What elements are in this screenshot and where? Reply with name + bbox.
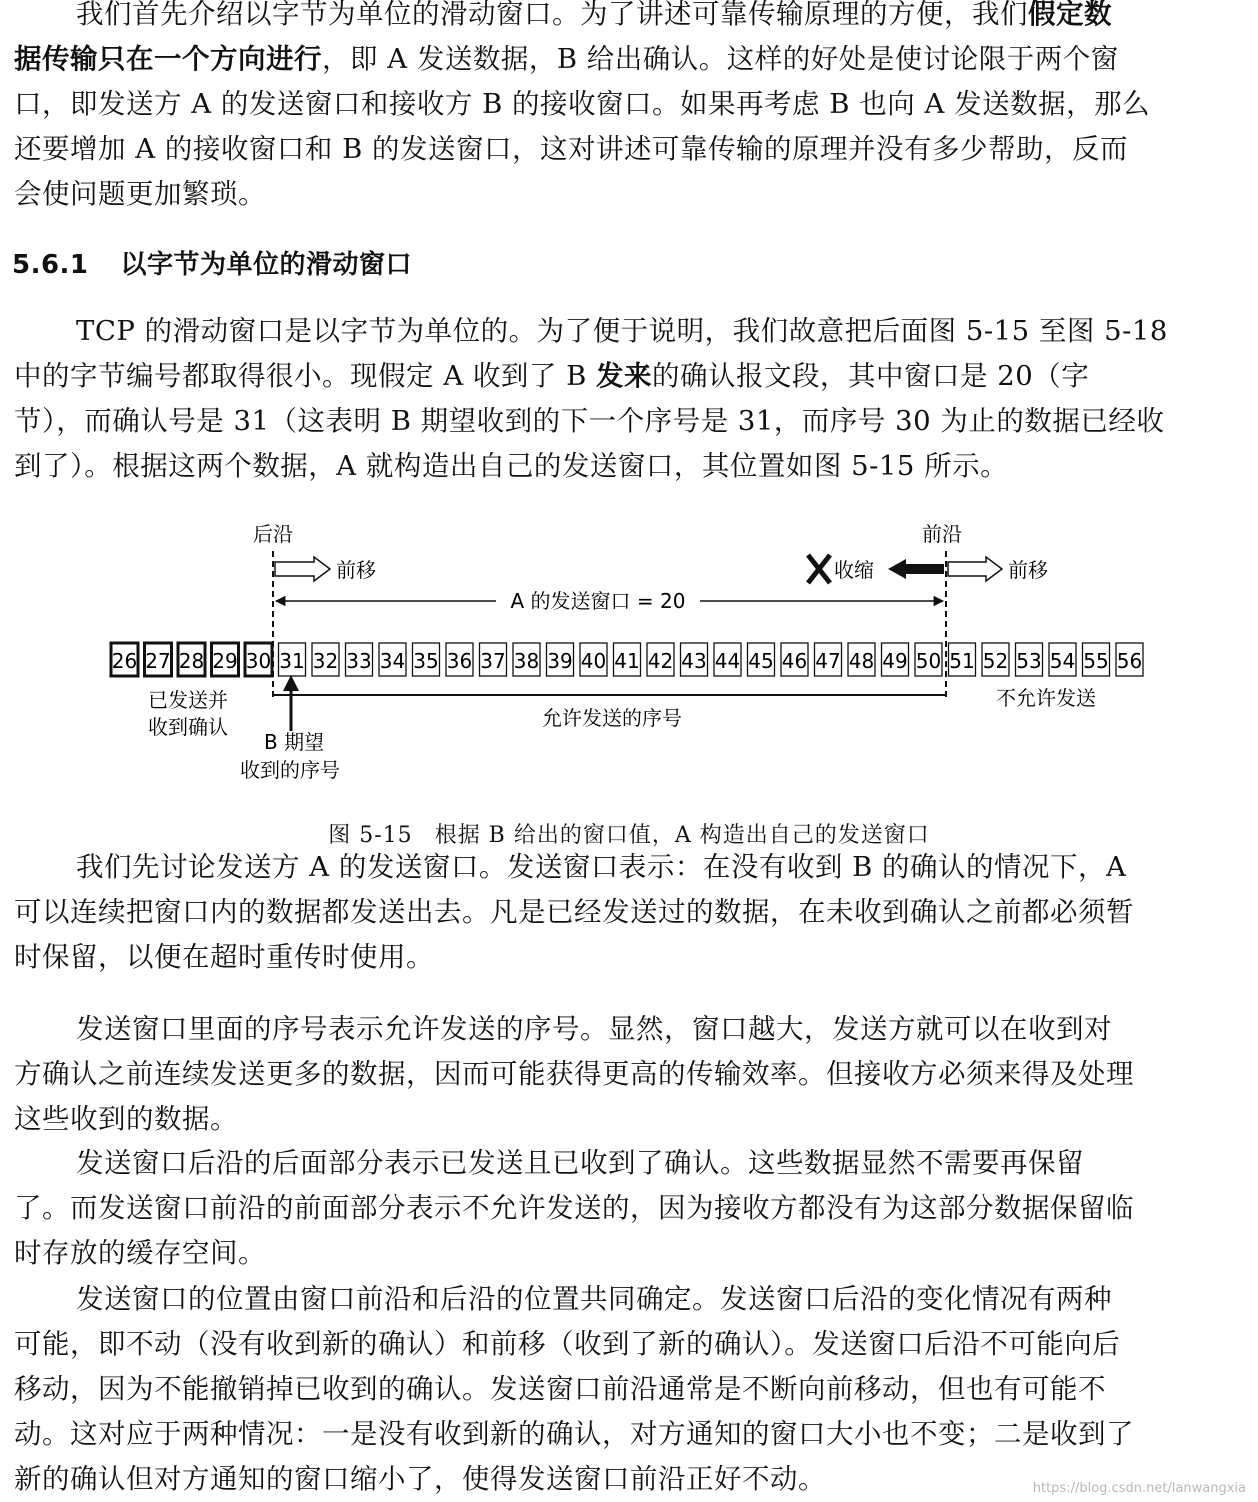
body-4-line-1: 发送窗口的位置由窗口前沿和后沿的位置共同确定。发送窗口后沿的变化情况有两种 — [76, 1283, 1112, 1315]
sequence-number-43: 43 — [681, 649, 707, 673]
sequence-number-47: 47 — [815, 649, 841, 673]
forward-right-label: 前移 — [1008, 558, 1048, 582]
sequence-number-40: 40 — [580, 649, 607, 673]
sequence-number-33: 33 — [346, 649, 372, 673]
sequence-number-34: 34 — [379, 649, 406, 673]
sequence-number-26: 26 — [111, 649, 138, 673]
sequence-number-49: 49 — [882, 649, 908, 673]
tcp-line-4: 到了）。根据这两个数据，A 就构造出自己的发送窗口，其位置如图 5-15 所示。 — [14, 450, 1009, 482]
intro-bold-1: 假定数 — [1028, 0, 1112, 30]
section-title: 以字节为单位的滑动窗口 — [120, 250, 413, 280]
intro-bold-2: 据传输只在一个方向进行 — [14, 43, 322, 75]
body-3-line-2: 了。而发送窗口前沿的前面部分表示不允许发送的，因为接收方都没有为这部分数据保留临 — [14, 1192, 1134, 1224]
sequence-number-53: 53 — [1016, 649, 1042, 673]
leading-edge-label: 前沿 — [922, 522, 962, 546]
intro-line-5: 会使问题更加繁琐。 — [14, 178, 266, 210]
sequence-number-29: 29 — [212, 649, 238, 673]
body-4-line-4: 动。这对应于两种情况：一是没有收到新的确认，对方通知的窗口大小也不变；二是收到了 — [14, 1418, 1134, 1450]
trailing-edge-label: 后沿 — [253, 522, 293, 546]
sequence-number-46: 46 — [781, 649, 808, 673]
sequence-boxes — [111, 643, 1143, 676]
body-3-line-1: 发送窗口后沿的后面部分表示已发送且已收到了确认。这些数据显然不需要再保留 — [76, 1147, 1084, 1179]
sliding-window-figure — [0, 515, 1258, 805]
body-paragraph-3 — [14, 1141, 1250, 1276]
body-paragraph-4 — [14, 1277, 1250, 1502]
caption-number: 图 5-15 — [328, 823, 413, 848]
body-1-line-2: 可以连续把窗口内的数据都发送出去。凡是已经发送过的数据，在未收到确认之前都必须暂 — [14, 896, 1134, 928]
window-size-label: A 的发送窗口 = 20 — [510, 589, 686, 613]
watermark: https://blog.csdn.net/lanwangxia — [1032, 1481, 1246, 1496]
shrink-cross-icon — [808, 555, 830, 583]
body-4-line-3: 移动，因为不能撤销掉已收到的确认。发送窗口前沿通常是不断向前移动，但也有可能不 — [14, 1373, 1106, 1405]
tcp-line-2-bold: 发来 — [596, 360, 653, 392]
tcp-line-3: 节），而确认号是 31（这表明 B 期望收到的下一个序号是 31，而序号 30 为止的数据已经收 — [14, 405, 1165, 437]
body-2-line-1: 发送窗口里面的序号表示允许发送的序号。显然，窗口越大，发送方就可以在收到对 — [76, 1013, 1112, 1045]
intro-paragraph — [14, 0, 1250, 217]
tcp-paragraph — [14, 309, 1250, 489]
body-paragraph-1 — [14, 845, 1250, 980]
sequence-number-51: 51 — [949, 649, 975, 673]
intro-line-1: 我们首先介绍以字节为单位的滑动窗口。为了讲述可靠传输原理的方便，我们 — [76, 0, 1028, 30]
body-2-line-3: 这些收到的数据。 — [14, 1103, 238, 1135]
sent-acked-label-1: 已发送并 — [148, 688, 228, 712]
section-heading — [12, 244, 412, 281]
sequence-number-55: 55 — [1083, 649, 1109, 673]
forward-left-label: 前移 — [336, 558, 376, 582]
not-allowed-label: 不允许发送 — [996, 686, 1096, 710]
sequence-number-27: 27 — [145, 649, 171, 673]
expected-seq-arrow-icon — [283, 675, 299, 731]
sequence-number-42: 42 — [647, 649, 674, 673]
caption-text: 根据 B 给出的窗口值，A 构造出自己的发送窗口 — [434, 823, 930, 848]
body-4-line-5: 新的确认但对方通知的窗口缩小了，使得发送窗口前沿正好不动。 — [14, 1463, 826, 1495]
tcp-line-1: TCP 的滑动窗口是以字节为单位的。为了便于说明，我们故意把后面图 5-15 至图 5-18 — [76, 315, 1168, 347]
sequence-number-37: 37 — [480, 649, 506, 673]
intro-line-4: 还要增加 A 的接收窗口和 B 的发送窗口，这对讲述可靠传输的原理并没有多少帮助，反而 — [14, 133, 1129, 165]
sequence-number-54: 54 — [1049, 649, 1076, 673]
sequence-number-32: 32 — [312, 649, 339, 673]
sequence-number-28: 28 — [178, 649, 205, 673]
forward-arrow-right-icon — [948, 557, 1002, 581]
forward-arrow-left-icon — [275, 557, 330, 581]
sequence-number-39: 39 — [547, 649, 573, 673]
sequence-number-35: 35 — [413, 649, 439, 673]
body-paragraph-2 — [14, 1007, 1250, 1142]
sequence-number-56: 56 — [1116, 649, 1143, 673]
sent-acked-label-2: 收到确认 — [148, 715, 228, 739]
tcp-line-2b: 的确认报文段，其中窗口是 20（字 — [652, 360, 1090, 392]
shrink-label: 收缩 — [834, 558, 874, 582]
sequence-number-31: 31 — [279, 649, 305, 673]
body-4-line-2: 可能，即不动（没有收到新的确认）和前移（收到了新的确认）。发送窗口后沿不可能向后 — [14, 1328, 1121, 1360]
b-expect-label-2: 收到的序号 — [240, 758, 340, 782]
sequence-number-30: 30 — [245, 649, 272, 673]
intro-line-3: 口，即发送方 A 的发送窗口和接收方 B 的接收窗口。如果再考虑 B 也向 A 发送数据，那么 — [14, 88, 1151, 120]
allowed-seq-label: 允许发送的序号 — [542, 706, 682, 730]
sequence-number-44: 44 — [714, 649, 741, 673]
section-number: 5.6.1 — [12, 250, 89, 280]
intro-line-2: ，即 A 发送数据，B 给出确认。这样的好处是使讨论限于两个窗 — [322, 43, 1119, 75]
sequence-number-50: 50 — [915, 649, 942, 673]
body-1-line-1: 我们先讨论发送方 A 的发送窗口。发送窗口表示：在没有收到 B 的确认的情况下，A — [76, 851, 1127, 883]
shrink-arrow-icon — [888, 559, 944, 579]
sequence-number-36: 36 — [446, 649, 473, 673]
sequence-number-48: 48 — [848, 649, 875, 673]
sequence-number-41: 41 — [614, 649, 640, 673]
sequence-number-45: 45 — [748, 649, 774, 673]
b-expect-label-1: B 期望 — [264, 730, 325, 754]
body-1-line-3: 时保留，以便在超时重传时使用。 — [14, 941, 434, 973]
body-3-line-3: 时存放的缓存空间。 — [14, 1237, 266, 1269]
sequence-number-38: 38 — [513, 649, 540, 673]
body-2-line-2: 方确认之前连续发送更多的数据，因而可能获得更高的传输效率。但接收方必须来得及处理 — [14, 1058, 1134, 1090]
sequence-number-52: 52 — [982, 649, 1009, 673]
tcp-line-2a: 中的字节编号都取得很小。现假定 A 收到了 B — [14, 360, 597, 392]
